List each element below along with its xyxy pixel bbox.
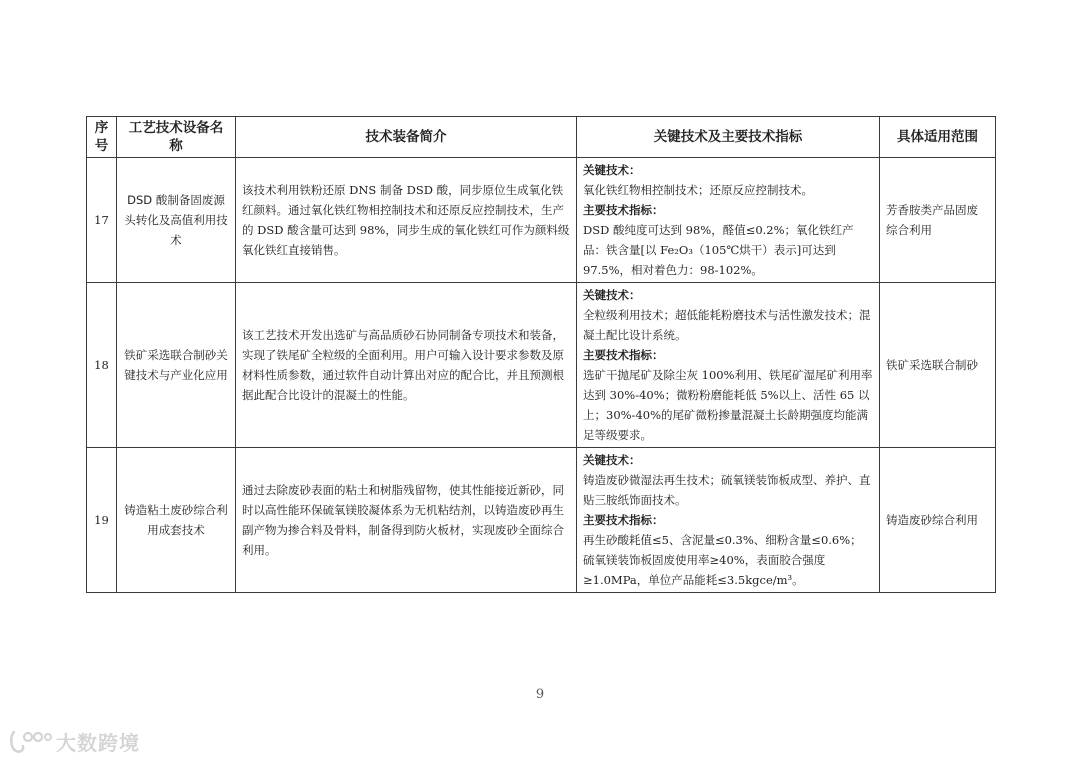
header-name: 工艺技术设备名称 (117, 117, 236, 158)
technology-name: 铁矿采选联合制砂关键技术与产业化应用 (117, 283, 236, 448)
key-technology-cell (577, 283, 880, 448)
row-number: 17 (87, 158, 117, 283)
key-tech-text: 铸造废砂微湿法再生技术；硫氧镁装饰板成型、养护、直贴三胺纸饰面技术。 (583, 473, 871, 507)
index-text: 再生砂酸耗值≤5、含泥量≤0.3%、细粉含量≤0.6%；硫氧镁装饰板固废使用率≥40%，表面胶合强度≥1.0MPa，单位产品能耗≤3.5kgce/m³。 (583, 533, 862, 587)
index-text: 选矿干抛尾矿及除尘灰 100%利用、铁尾矿湿尾矿利用率达到 30%-40%；微粉粉磨能耗低 5%以上、活性 65 以上；30%-40%的尾矿微粉掺量混凝土长龄期强度均能满足等级要求。 (583, 368, 873, 442)
technology-name: DSD 酸制备固废源头转化及高值利用技术 (117, 158, 236, 283)
row-number: 18 (87, 283, 117, 448)
key-technology-cell (577, 158, 880, 283)
technology-intro: 该工艺技术开发出选矿与高品质砂石协同制备专项技术和装备，实现了铁尾矿全粒级的全面利用。用户可输入设计要求参数及原材料性质参数，通过软件自动计算出对应的配合比，并且预测根据此配合比设计的混凝土的性能。 (236, 283, 577, 448)
technology-table (86, 116, 996, 593)
technology-intro: 通过去除废砂表面的粘土和树脂残留物，使其性能接近新砂，同时以高性能环保硫氧镁胶凝体系为无机粘结剂，以铸造废砂再生副产物为掺合料及骨料，制备得到防火板材，实现废砂全面综合利用。 (236, 448, 577, 593)
index-title: 主要技术指标： (583, 348, 664, 362)
application-scope: 芳香胺类产品固废综合利用 (880, 158, 996, 283)
index-title: 主要技术指标： (583, 203, 664, 217)
key-tech-text: 氧化铁红物相控制技术；还原反应控制技术。 (583, 183, 813, 197)
key-tech-title: 关键技术： (583, 288, 641, 302)
table-row (87, 158, 996, 283)
header-scope: 具体适用范围 (880, 117, 996, 158)
key-tech-title: 关键技术： (583, 453, 641, 467)
table-row (87, 283, 996, 448)
header-num: 序号 (87, 117, 117, 158)
index-text: DSD 酸纯度可达到 98%，醛值≤0.2%；氧化铁红产品：铁含量[以 Fe₂O₃（105℃烘干）表示]可达到 97.5%，相对着色力：98-102%。 (583, 223, 854, 277)
header-key: 关键技术及主要技术指标 (577, 117, 880, 158)
watermark-text: 大数跨境 (56, 730, 140, 755)
application-scope: 铸造废砂综合利用 (880, 448, 996, 593)
key-tech-title: 关键技术： (583, 163, 641, 177)
technology-name: 铸造粘土废砂综合利用成套技术 (117, 448, 236, 593)
index-title: 主要技术指标： (583, 513, 664, 527)
key-technology-cell (577, 448, 880, 593)
header-intro: 技术装备简介 (236, 117, 577, 158)
watermark (8, 724, 140, 758)
page-number: 9 (535, 687, 545, 702)
application-scope: 铁矿采选联合制砂 (880, 283, 996, 448)
table-header-row (87, 117, 996, 158)
watermark-logo-icon (8, 726, 52, 756)
table-row (87, 448, 996, 593)
technology-intro: 该技术利用铁粉还原 DNS 制备 DSD 酸，同步原位生成氧化铁红颜料。通过氧化铁红物相控制技术和还原反应控制技术，生产的 DSD 酸含量可达到 98%，同步生成的氧化铁红可作为颜料级氧化铁红直接销售。 (236, 158, 577, 283)
key-tech-text: 全粒级利用技术；超低能耗粉磨技术与活性激发技术；混凝土配比设计系统。 (583, 308, 871, 342)
row-number: 19 (87, 448, 117, 593)
